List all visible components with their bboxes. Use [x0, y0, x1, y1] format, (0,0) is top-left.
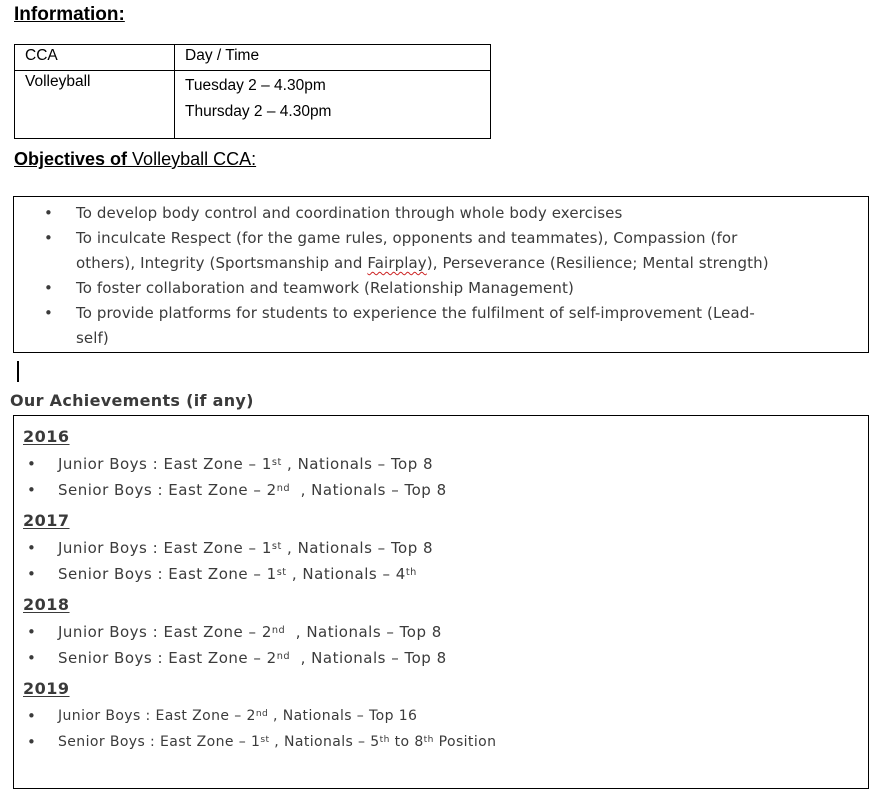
text-segment: , Nationals – 4	[286, 565, 406, 583]
objective-item[interactable]	[14, 201, 854, 226]
ordinal-superscript: th	[423, 734, 434, 745]
text-segment: Senior Boys : East Zone – 2	[58, 649, 277, 667]
achievement-item[interactable]	[14, 477, 858, 503]
year-group	[14, 423, 858, 503]
table-header-day-time[interactable]: Day / Time	[175, 45, 491, 71]
year-achievements-list	[14, 703, 858, 755]
text-segment: Senior Boys : East Zone – 1	[58, 734, 261, 750]
ordinal-superscript: nd	[276, 650, 291, 662]
time-line-thursday: Thursday 2 – 4.30pm	[185, 103, 332, 120]
cca-schedule-table	[14, 44, 491, 139]
objective-item[interactable]	[14, 301, 854, 351]
table-row	[15, 71, 491, 139]
objectives-box	[13, 196, 869, 353]
year-heading[interactable]: 2018	[23, 595, 70, 614]
text-segment: To develop body control and coordination through whole body exercises	[76, 204, 623, 222]
objectives-list	[14, 197, 868, 351]
year-achievements-list	[14, 619, 858, 671]
spellcheck-flagged-word: Fairplay	[367, 254, 427, 272]
text-segment: Senior Boys : East Zone – 1	[58, 565, 277, 583]
ordinal-superscript: st	[271, 540, 282, 552]
text-segment: Junior Boys : East Zone – 2	[58, 708, 256, 724]
achievement-item[interactable]	[14, 729, 858, 755]
table-header-row	[15, 45, 491, 71]
text-segment: Junior Boys : East Zone – 1	[58, 455, 272, 473]
year-heading[interactable]: 2016	[23, 427, 70, 446]
year-heading[interactable]: 2019	[23, 679, 70, 698]
achievement-item[interactable]	[14, 703, 858, 729]
year-group	[14, 675, 858, 755]
day-time-cell[interactable]	[175, 71, 491, 139]
text-segment: , Nationals – Top 8	[281, 455, 434, 473]
text-segment: Position	[433, 734, 497, 750]
table-header-cca[interactable]: CCA	[15, 45, 175, 71]
information-heading[interactable]: Information:	[14, 4, 125, 25]
text-segment: , Nationals – Top 8	[281, 539, 434, 557]
text-segment: Junior Boys : East Zone – 2	[58, 623, 272, 641]
text-segment: , Nationals – Top 16	[268, 708, 418, 724]
year-group	[14, 591, 858, 671]
text-segment: , Nationals – 5	[269, 734, 380, 750]
text-segment: To foster collaboration and teamwork (Relationship Management)	[76, 279, 574, 297]
year-achievements-list	[14, 535, 858, 587]
achievement-item[interactable]	[14, 561, 858, 587]
ordinal-superscript: nd	[276, 482, 291, 494]
text-segment: Senior Boys : East Zone – 2	[58, 481, 277, 499]
text-cursor	[17, 361, 19, 382]
text-segment: Junior Boys : East Zone – 1	[58, 539, 272, 557]
ordinal-superscript: th	[405, 566, 417, 578]
time-line-tuesday: Tuesday 2 – 4.30pm	[185, 77, 326, 94]
achievement-item[interactable]	[14, 645, 858, 671]
text-segment: , Nationals – Top 8	[285, 623, 442, 641]
objectives-heading-bold-part: Objectives of	[14, 149, 128, 169]
year-heading[interactable]: 2017	[23, 511, 70, 530]
text-segment: , Nationals – Top 8	[290, 481, 447, 499]
achievements-box	[13, 415, 869, 789]
ordinal-superscript: nd	[271, 624, 286, 636]
objectives-heading[interactable]	[14, 149, 256, 170]
objective-item[interactable]	[14, 276, 854, 301]
cca-name-cell[interactable]: Volleyball	[15, 71, 175, 139]
text-segment: To provide platforms for students to experience the fulfilment of self-improvement (Lead-	[76, 304, 755, 322]
objective-item[interactable]	[14, 226, 854, 276]
year-achievements-list	[14, 451, 858, 503]
year-group	[14, 507, 858, 587]
ordinal-superscript: st	[260, 734, 270, 745]
ordinal-superscript: st	[276, 566, 287, 578]
achievement-item[interactable]	[14, 451, 858, 477]
ordinal-superscript: th	[379, 734, 390, 745]
objectives-heading-regular-part: Volleyball CCA:	[127, 149, 257, 169]
text-segment: , Nationals – Top 8	[290, 649, 447, 667]
text-segment: self)	[76, 329, 109, 347]
text-segment: to 8	[389, 734, 424, 750]
text-segment: others), Integrity (Sportsmanship and	[76, 254, 368, 272]
text-segment: To inculcate Respect (for the game rules, opponents and teammates), Compassion (for	[76, 229, 738, 247]
ordinal-superscript: st	[271, 456, 282, 468]
text-segment: ), Perseverance (Resilience; Mental strength)	[426, 254, 769, 272]
achievement-item[interactable]	[14, 619, 858, 645]
achievements-heading[interactable]: Our Achievements (if any)	[10, 391, 254, 410]
ordinal-superscript: nd	[255, 708, 269, 719]
achievement-item[interactable]	[14, 535, 858, 561]
